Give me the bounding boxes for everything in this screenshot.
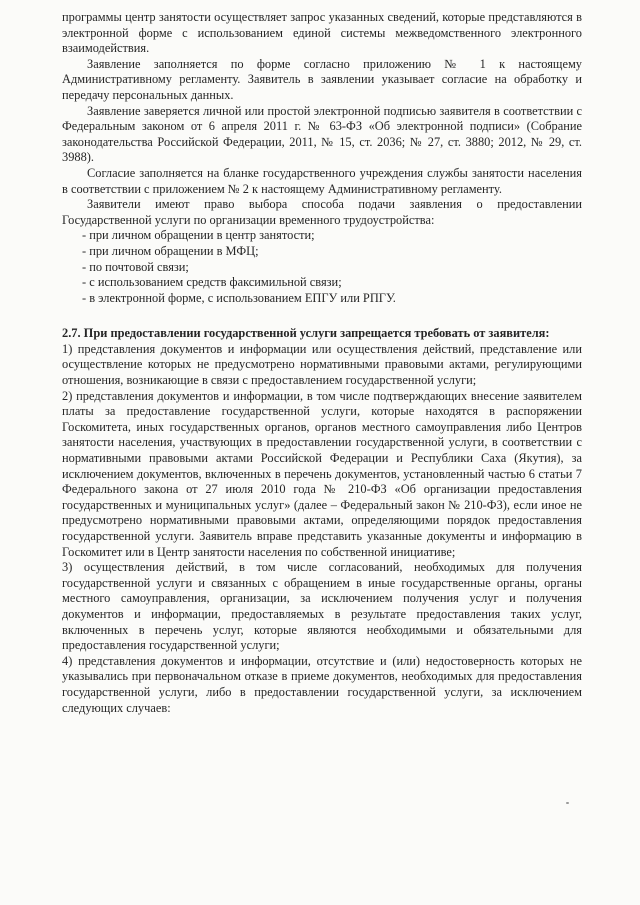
- submission-methods-list: [62, 228, 582, 306]
- paragraph-intro: программы центр занятости осуществляет запрос указанных сведений, которые представляются в электронной форме с использованием единой системы межведомственного электронного взаимодействия.: [62, 10, 582, 56]
- document-body: [62, 10, 582, 716]
- paragraph-submission-choice: Заявители имеют право выбора способа подачи заявления о предоставлении Государственной услуги по организации временного трудоустройства:: [62, 197, 582, 227]
- numbered-item-1: 1) представления документов и информации или осуществления действий, представление или осуществление которых не предусмотрено нормативными правовыми актами, регулирующими отношения, возникающие в связи с предоставлением государственной услуги;: [62, 341, 582, 388]
- list-item: - по почтовой связи;: [82, 259, 189, 274]
- list-item: - в электронной форме, с использованием ЕПГУ или РПГУ.: [82, 290, 396, 305]
- numbered-item-2: 2) представления документов и информации, в том числе подтверждающих внесение заявителем платы за предоставление государственной услуги, которые находятся в распоряжении Госкомитета, иных государственных органов, органов местного самоуправления либо Центров занятости населения, участвующих в предоставлении государственной услуги, в соответствии с нормативными правовыми актами Российской Федерации и Республики Саха (Якутия), за исключением документов, включенных в перечень документов, установленный частью 6 статьи 7 Федерального закона от 27 июля 2010 года № 210-ФЗ «Об организации предоставления государственных и муниципальных услуг» (далее – Федеральный закон № 210-ФЗ), если иное не предусмотрено нормативными правовыми актами, определяющими порядок предоставления государственной услуги. Заявитель вправе представить указанные документы и информацию в Госкомитет или в Центр занятости населения по собственной инициативе;: [62, 388, 582, 559]
- paragraph-form: Заявление заполняется по форме согласно приложению № 1 к настоящему Административному регламенту. Заявитель в заявлении указывает согласие на обработку и передачу персональных данных.: [62, 56, 582, 102]
- scan-speck: [566, 802, 569, 804]
- list-item: - с использованием средств факсимильной связи;: [82, 275, 342, 290]
- list-item: - при личном обращении в МФЦ;: [82, 243, 259, 258]
- section-heading: 2.7. При предоставлении государственной услуги запрещается требовать от заявителя:: [62, 326, 550, 341]
- numbered-item-4: 4) представления документов и информации, отсутствие и (или) недостоверность которых не указывались при первоначальном отказе в приеме документов, необходимых для предоставления государственной услуги, либо в предоставлении государственной услуги, за исключением следующих случаев:: [62, 653, 582, 715]
- numbered-item-3: 3) осуществления действий, в том числе согласований, необходимых для получения государственной услуги и связанных с обращением в иные государственные органы, органы местного самоуправления, организации, за исключением получения услуг и получения документов и информации, предоставляемых в результате предоставления таких услуг, включенных в перечень услуг, которые являются необходимыми и обязательными для предоставления государственной услуги;: [62, 560, 582, 653]
- paragraph-consent: Согласие заполняется на бланке государственного учреждения службы занятости населения в соответствии с приложением № 2 к настоящему Административному регламенту.: [62, 165, 582, 196]
- paragraph-signature: Заявление заверяется личной или простой электронной подписью заявителя в соответствии с Федеральным законом от 6 апреля 2011 г. № 63-ФЗ «Об электронной подписи» (Собрание законодательства Российской Федерации, 2011, № 15, ст. 2036; № 27, ст. 3880; 2012, № 29, ст. 3988).: [62, 103, 582, 165]
- list-item: - при личном обращении в центр занятости;: [82, 228, 315, 243]
